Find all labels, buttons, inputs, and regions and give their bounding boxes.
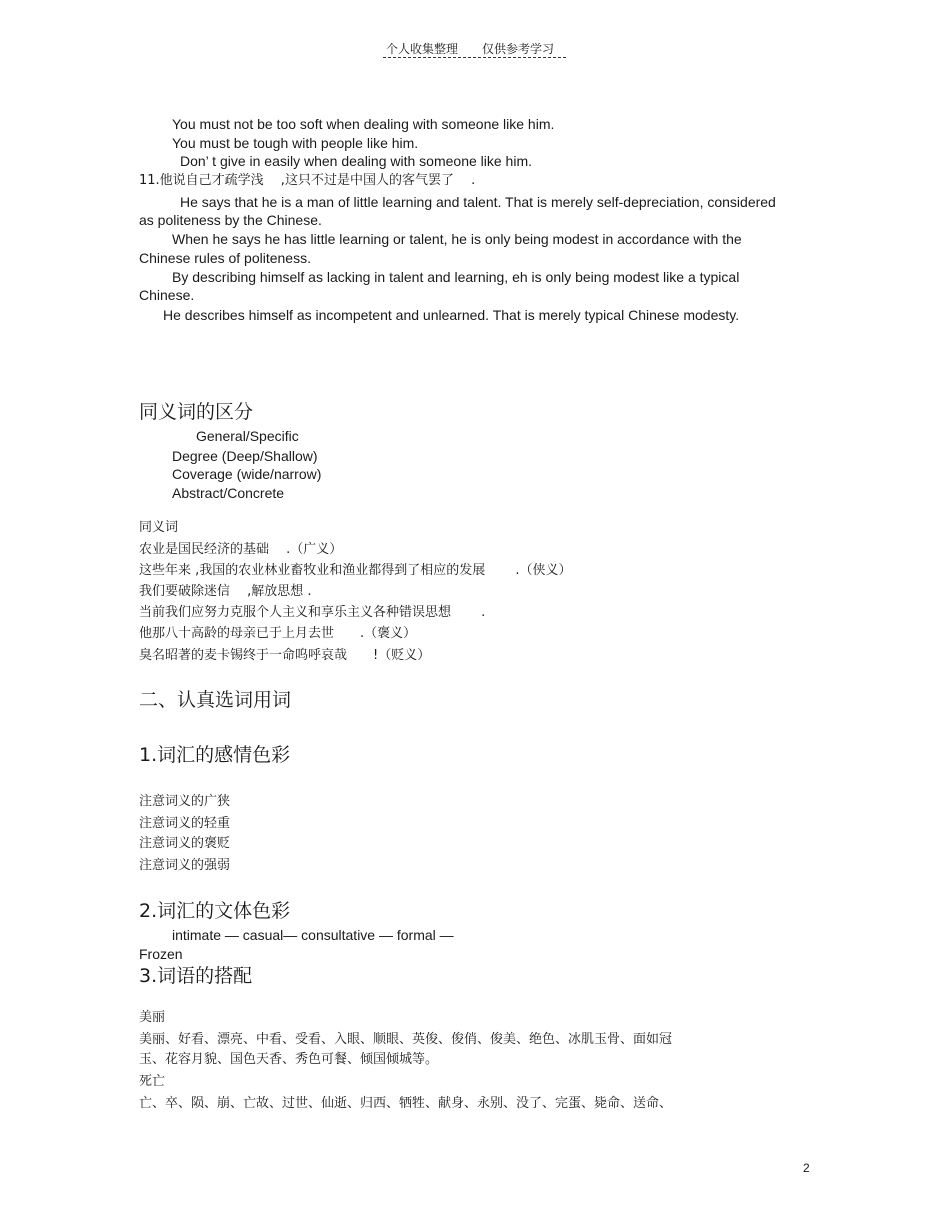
synonym-category-4: Abstract/Concrete xyxy=(172,485,285,501)
beauty-words-1: 美丽、好看、漂亮、中看、受看、入眼、顺眼、英俊、俊俏、俊美、绝色、冰肌玉骨、面如冠 xyxy=(139,1032,673,1047)
section-1-item-1: 注意词义的广狭 xyxy=(139,794,231,809)
example-line-1: You must not be too soft when dealing with someone like him. xyxy=(172,116,555,132)
synonym-example-1: 农业是国民经济的基础 .（广义） xyxy=(139,542,343,557)
item-11-translation-1a: He says that he is a man of little learning and talent. That is merely self-depreciation, considered xyxy=(180,194,776,210)
item-11-translation-4: He describes himself as incompetent and unlearned. That is merely typical Chinese modesty. xyxy=(163,307,740,323)
beauty-words-2: 玉、花容月貌、国色天香、秀色可餐、倾国倾城等。 xyxy=(139,1052,439,1067)
synonym-example-5: 他那八十高龄的母亲已于上月去世 .（褒义） xyxy=(139,626,417,641)
register-scale-end: Frozen xyxy=(139,946,183,962)
example-line-2: You must be tough with people like him. xyxy=(172,135,419,151)
death-label: 死亡 xyxy=(139,1074,166,1089)
part2-title: 二、认真选词用词 xyxy=(139,689,292,711)
synonym-category-2: Degree (Deep/Shallow) xyxy=(172,448,318,464)
section-1-item-4: 注意词义的强弱 xyxy=(139,858,231,873)
synonym-example-4: 当前我们应努力克服个人主义和享乐主义各种错误思想 . xyxy=(139,605,486,620)
header-right: 仅供参考学习 xyxy=(482,42,555,56)
section-1-item-2: 注意词义的轻重 xyxy=(139,816,231,831)
beauty-label: 美丽 xyxy=(139,1010,166,1025)
section-1-item-3: 注意词义的褒贬 xyxy=(139,836,231,851)
example-line-3: Don’ t give in easily when dealing with someone like him. xyxy=(180,153,532,169)
section-1-title: 1.词汇的感情色彩 xyxy=(139,744,291,766)
synonyms-subtitle: 同义词 xyxy=(139,520,179,535)
item-11-translation-1b: as politeness by the Chinese. xyxy=(139,212,322,228)
item-11-source: 11.他说自己才疏学浅 ,这只不过是中国人的客气罢了 . xyxy=(139,173,476,188)
section-2-title: 2.词汇的文体色彩 xyxy=(139,900,291,922)
synonym-category-1: General/Specific xyxy=(196,428,299,444)
item-11-translation-2b: Chinese rules of politeness. xyxy=(139,250,311,266)
death-words-1: 亡、卒、陨、崩、亡故、过世、仙逝、归西、牺牲、献身、永别、没了、完蛋、毙命、送命、 xyxy=(139,1096,673,1111)
item-11-translation-2a: When he says he has little learning or talent, he is only being modest in accordance with the xyxy=(172,231,742,247)
item-11-translation-3b: Chinese. xyxy=(139,287,195,303)
synonyms-title: 同义词的区分 xyxy=(139,401,254,423)
synonym-example-6: 臭名昭著的麦卡锡终于一命呜呼哀哉 !（贬义） xyxy=(139,648,431,663)
header-rule xyxy=(383,57,566,58)
synonym-category-3: Coverage (wide/narrow) xyxy=(172,466,322,482)
header-left: 个人收集整理 xyxy=(386,42,459,56)
section-3-title: 3.词语的搭配 xyxy=(139,965,253,987)
register-scale: intimate — casual— consultative — formal — xyxy=(172,927,454,943)
page-number: 2 xyxy=(803,1161,810,1175)
synonym-example-2: 这些年来 ,我国的农业林业畜牧业和渔业都得到了相应的发展 .（侠义） xyxy=(139,563,572,578)
synonym-example-3: 我们要破除迷信 ,解放思想 . xyxy=(139,584,312,599)
item-11-translation-3a: By describing himself as lacking in talent and learning, eh is only being modest like a typical xyxy=(172,269,740,285)
